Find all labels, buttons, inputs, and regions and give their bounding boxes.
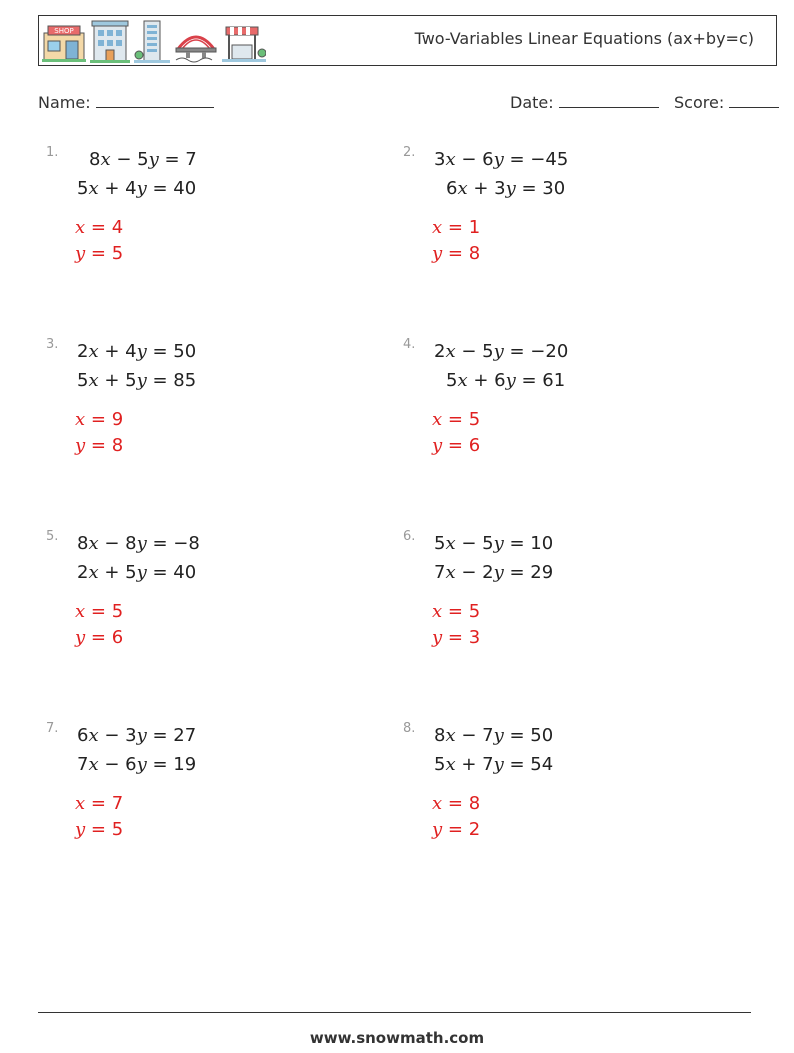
var-y: y [136,341,147,362]
equals: = [442,601,469,622]
constant: 61 [542,370,566,391]
coef-b: 6 [482,149,494,170]
equals: = [503,562,531,583]
equals: = [85,793,112,814]
var-x: x [432,409,443,430]
bridge-icon [174,23,218,63]
coef-a: 5 [77,178,89,199]
coef-b: 5 [125,370,137,391]
var-x: x [75,409,86,430]
var-x: x [445,562,456,583]
var-y: y [136,370,147,391]
equation-2 [446,370,565,391]
operator: − [455,562,483,583]
worksheet-header [38,15,777,66]
equals: = [442,243,469,264]
answer-x [75,793,123,814]
equation-2 [77,178,196,199]
coef-b: 6 [494,370,506,391]
equation-1 [77,725,196,746]
answer-x-value: 5 [468,601,481,622]
problem-7 [46,721,386,901]
equals: = [503,725,531,746]
constant: 10 [530,533,554,554]
footer-divider [38,1012,751,1013]
answer-y [75,243,123,264]
operator: + [98,341,126,362]
var-x: x [75,793,86,814]
equation-2 [434,562,553,583]
var-y: y [493,533,504,554]
var-y: y [493,725,504,746]
constant: −20 [530,341,569,362]
equation-1 [434,149,568,170]
coef-a: 5 [77,370,89,391]
shop-icon [42,23,86,63]
var-y: y [432,819,443,840]
var-x: x [457,370,468,391]
equals: = [503,754,531,775]
answer-y-value: 6 [111,627,124,648]
answer-x-value: 1 [468,217,481,238]
name-line [38,93,214,112]
var-x: x [88,725,99,746]
var-y: y [75,627,86,648]
equals: = [146,562,174,583]
coef-a: 6 [446,178,458,199]
var-y: y [432,243,443,264]
answer-x-value: 5 [468,409,481,430]
var-x: x [445,341,456,362]
equals: = [146,533,174,554]
coef-a: 5 [434,533,446,554]
equals: = [146,178,174,199]
equation-1 [434,341,568,362]
equals: = [146,341,174,362]
operator: − [455,533,483,554]
answer-x-value: 5 [111,601,124,622]
equals: = [146,725,174,746]
constant: 40 [173,562,197,583]
var-x: x [432,601,443,622]
var-x: x [88,562,99,583]
answer-y [75,819,123,840]
equals: = [442,793,469,814]
var-x: x [88,370,99,391]
equals: = [503,533,531,554]
operator: + [98,178,126,199]
equation-1 [77,341,196,362]
problem-number: 1. [46,145,59,160]
problem-number: 4. [403,337,416,352]
problem-2 [403,145,743,325]
date-score-line [510,93,779,112]
score-label: Score: [674,93,725,112]
var-x: x [445,149,456,170]
answer-y-value: 8 [111,435,124,456]
problem-5 [46,529,386,709]
problem-6 [403,529,743,709]
constant: −45 [530,149,569,170]
answer-x-value: 9 [111,409,124,430]
var-y: y [505,370,516,391]
equals: = [146,754,174,775]
problem-number: 2. [403,145,416,160]
operator: + [98,562,126,583]
coef-a: 8 [77,533,89,554]
answer-x [432,409,480,430]
answer-x-value: 4 [111,217,124,238]
answer-y-value: 8 [468,243,481,264]
coef-b: 6 [125,754,137,775]
constant: 40 [173,178,197,199]
equals: = [442,435,469,456]
constant: 50 [530,725,554,746]
answer-y-value: 3 [468,627,481,648]
coef-b: 3 [125,725,137,746]
answer-x [75,601,123,622]
equals: = [515,370,543,391]
var-y: y [75,243,86,264]
equation-1 [77,533,200,554]
operator: + [467,178,495,199]
var-y: y [136,562,147,583]
coef-a: 5 [446,370,458,391]
equals: = [442,819,469,840]
date-label: Date: [510,93,554,112]
var-x: x [445,725,456,746]
coef-b: 7 [482,725,494,746]
operator: − [98,725,126,746]
problem-number: 3. [46,337,59,352]
equals: = [515,178,543,199]
var-x: x [432,793,443,814]
coef-a: 2 [77,341,89,362]
equals: = [85,819,112,840]
coef-b: 5 [482,533,494,554]
operator: − [98,533,126,554]
equation-1 [89,149,197,170]
answer-x [432,793,480,814]
constant: 7 [185,149,197,170]
equation-2 [77,562,196,583]
coef-b: 3 [494,178,506,199]
operator: − [455,341,483,362]
equation-2 [77,370,196,391]
var-y: y [493,149,504,170]
coef-a: 3 [434,149,446,170]
var-x: x [75,601,86,622]
equals: = [442,409,469,430]
worksheet-title: Two-Variables Linear Equations (ax+by=c) [414,29,754,48]
equals: = [85,627,112,648]
coef-b: 8 [125,533,137,554]
constant: 27 [173,725,197,746]
date-blank[interactable] [559,93,659,108]
var-y: y [136,754,147,775]
operator: + [455,754,483,775]
equals: = [503,149,531,170]
problem-8 [403,721,743,901]
var-x: x [100,149,111,170]
coef-a: 2 [434,341,446,362]
var-y: y [505,178,516,199]
coef-a: 7 [434,562,446,583]
constant: 19 [173,754,197,775]
market-stall-icon [222,23,266,63]
operator: − [110,149,138,170]
coef-b: 4 [125,341,137,362]
problem-1 [46,145,386,325]
name-label: Name: [38,93,91,112]
footer-website: www.snowmath.com [309,1029,485,1047]
building-icon [90,19,130,63]
var-x: x [445,533,456,554]
operator: − [98,754,126,775]
equals: = [85,217,112,238]
var-x: x [445,754,456,775]
answer-y-value: 2 [468,819,481,840]
var-x: x [88,754,99,775]
coef-a: 7 [77,754,89,775]
constant: 30 [542,178,566,199]
answer-x [75,217,123,238]
constant: 50 [173,341,197,362]
answer-x [432,217,480,238]
constant: 29 [530,562,554,583]
operator: − [455,725,483,746]
coef-b: 4 [125,178,137,199]
operator: + [467,370,495,391]
problem-number: 8. [403,721,416,736]
operator: + [98,370,126,391]
coef-b: 5 [137,149,149,170]
var-y: y [136,725,147,746]
var-x: x [88,178,99,199]
var-y: y [75,819,86,840]
coef-a: 8 [89,149,101,170]
answer-y-value: 6 [468,435,481,456]
var-x: x [88,533,99,554]
answer-y [75,435,123,456]
answer-y [432,435,480,456]
var-y: y [493,754,504,775]
answer-x-value: 8 [468,793,481,814]
answer-y-value: 5 [111,819,124,840]
coef-b: 7 [482,754,494,775]
problem-3 [46,337,386,517]
coef-b: 5 [482,341,494,362]
answer-y-value: 5 [111,243,124,264]
constant: 54 [530,754,554,775]
score-blank[interactable] [729,93,779,108]
problem-number: 5. [46,529,59,544]
coef-a: 6 [77,725,89,746]
var-y: y [493,562,504,583]
equation-2 [446,178,565,199]
equals: = [85,435,112,456]
equation-2 [77,754,196,775]
equals: = [85,409,112,430]
coef-b: 2 [482,562,494,583]
constant: 85 [173,370,197,391]
var-x: x [88,341,99,362]
equals: = [85,601,112,622]
var-y: y [432,435,443,456]
problem-number: 6. [403,529,416,544]
name-blank[interactable] [96,93,214,108]
header-icons [42,19,266,63]
operator: − [455,149,483,170]
answer-x [75,409,123,430]
equals: = [442,627,469,648]
var-y: y [136,178,147,199]
var-x: x [75,217,86,238]
equals: = [85,243,112,264]
equals: = [503,341,531,362]
answer-y [432,243,480,264]
answer-y [432,627,480,648]
coef-b: 5 [125,562,137,583]
answer-y [75,627,123,648]
coef-a: 8 [434,725,446,746]
coef-a: 5 [434,754,446,775]
answer-x [432,601,480,622]
equation-2 [434,754,553,775]
answer-y [432,819,480,840]
equals: = [146,370,174,391]
coef-a: 2 [77,562,89,583]
var-y: y [75,435,86,456]
answer-x-value: 7 [111,793,124,814]
equation-1 [434,533,553,554]
problem-number: 7. [46,721,59,736]
equals: = [158,149,186,170]
constant: −8 [173,533,200,554]
var-y: y [136,533,147,554]
var-y: y [432,627,443,648]
svg-text:SHOP: SHOP [54,27,74,35]
var-y: y [148,149,159,170]
equals: = [442,217,469,238]
var-x: x [432,217,443,238]
tower-icon [134,19,170,63]
var-y: y [493,341,504,362]
equation-1 [434,725,553,746]
problem-4 [403,337,743,517]
var-x: x [457,178,468,199]
